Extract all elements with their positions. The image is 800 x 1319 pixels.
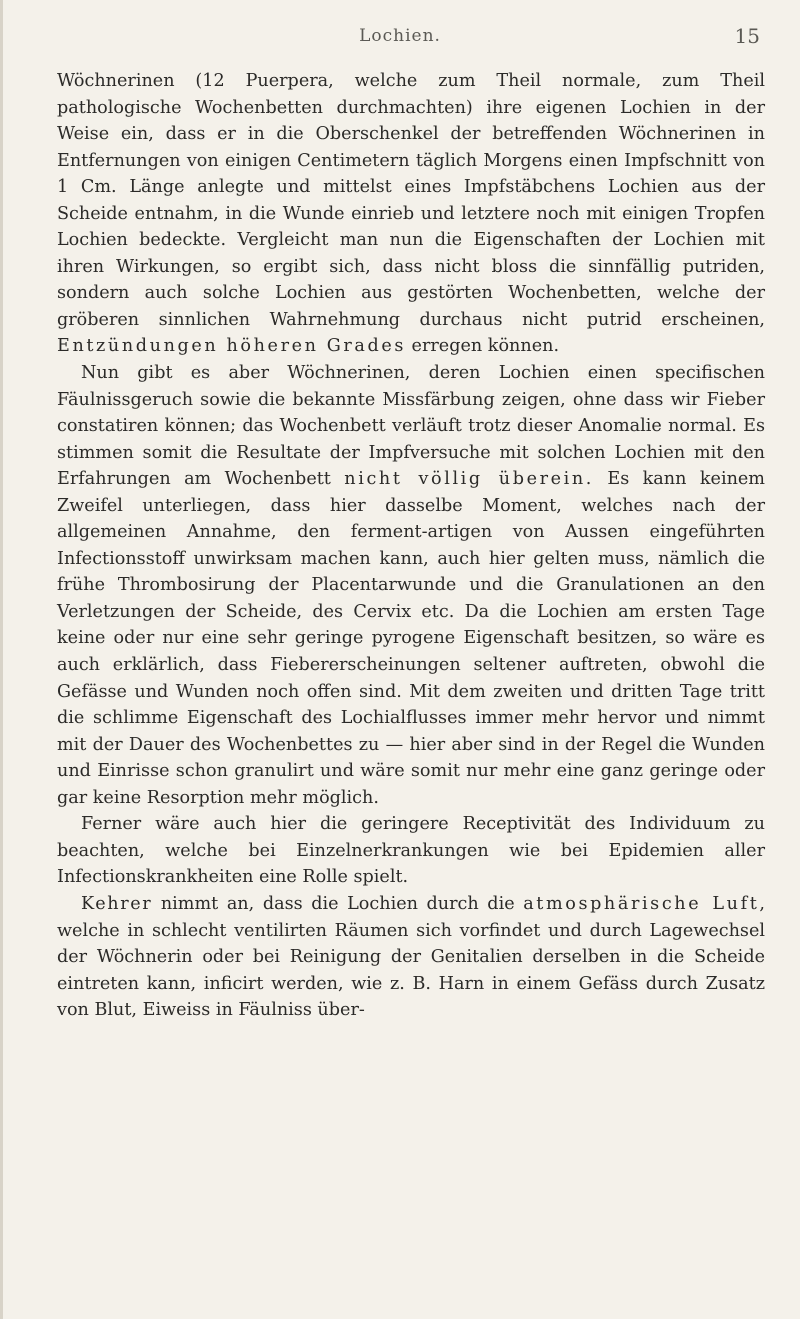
paragraph (57, 360, 765, 811)
paragraph (57, 891, 765, 1024)
text-run: Nun gibt es aber Wöchnerinen, deren Lochien einen specifischen Fäulnissgeruch sowie die bekannte Missfärbung zeigen, ohne dass wir Fieber constatiren können; das Wochenbett verläuft trotz dieser Anomalie normal. Es stimmen somit die Resultate der Impfversuche mit solchen Lochien mit den Erfahrungen am Wochenbett (57, 363, 765, 490)
page-edge (0, 0, 3, 1319)
text-run: Ferner wäre auch hier die geringere Receptivität des Individuum zu beachten, welche bei Einzelnerkrankungen wie bei Epidemien aller Infectionskrankheiten eine Rolle spielt. (57, 814, 765, 888)
running-header (0, 24, 800, 54)
emphasis-text: Kehrer (81, 893, 153, 914)
paragraph (57, 811, 765, 891)
text-run: Wöchnerinen (12 Puerpera, welche zum Theil normale, zum Theil pathologische Wochenbetten durchmachten) ihre eigenen Lochien in der Weise ein, dass er in die Oberschenkel der betreffenden Wöchnerinen in Entfernungen von einigen Centimetern täglich Morgens einen Impfschnitt von 1 Cm. Länge anlegte und mittelst eines Impfstäbchens Lochien aus der Scheide entnahm, in die Wunde einrieb und letztere noch mit einigen Tropfen Lochien bedeckte. Vergleicht man nun die Eigenschaften der Lochien mit ihren Wirkungen, so ergibt sich, dass nicht bloss die sinnfällig putriden, sondern auch solche Lochien aus gestörten Wochenbetten, welche der gröberen sinnlichen Wahrnehmung durchaus nicht putrid erscheinen, (57, 71, 765, 330)
text-run: erregen können. (405, 336, 560, 357)
emphasis-text: nicht völlig überein. (344, 469, 594, 490)
body-text (57, 68, 765, 1024)
page-number: 15 (734, 24, 760, 48)
emphasis-text: atmosphärische Luft (523, 893, 760, 914)
text-run: nimmt an, dass die Lochien durch die (152, 893, 524, 914)
running-title: Lochien. (359, 26, 441, 46)
text-run: Es kann keinem Zweifel unterliegen, dass hier dasselbe Moment, welches nach der allgemeinen Annahme, den ferment-artigen von Aussen eingeführten Infectionsstoff unwirksam machen kann, auch hier gelten muss, nämlich die frühe Thrombosirung der Placentarwunde und die Granulationen an den Verletzungen der Scheide, des Cervix etc. Da die Lochien am ersten Tage keine oder nur eine sehr geringe pyrogene Eigenschaft besitzen, so wäre es auch erklärlich, dass Fiebererscheinungen seltener auftreten, obwohl die Gefässe und Wunden noch offen sind. Mit dem zweiten und dritten Tage tritt die schlimme Eigenschaft des Lochialflusses immer mehr hervor und nimmt mit der Dauer des Wochenbettes zu — hier aber sind in der Regel die Wunden und Einrisse schon granulirt und wäre somit nur mehr eine ganz geringe oder gar keine Resorption mehr möglich. (57, 469, 765, 808)
text-run: , welche in schlecht ventilirten Räumen sich vorfindet und durch Lagewechsel der Wöchnerin oder bei Reinigung der Genitalien derselben in die Scheide eintreten kann, inficirt werden, wie z. B. Harn in einem Gefäss durch Zusatz von Blut, Eiweiss in Fäulniss über- (57, 893, 765, 1021)
emphasis-text: Entzündungen höheren Grades (57, 336, 406, 357)
paragraph (57, 68, 765, 360)
